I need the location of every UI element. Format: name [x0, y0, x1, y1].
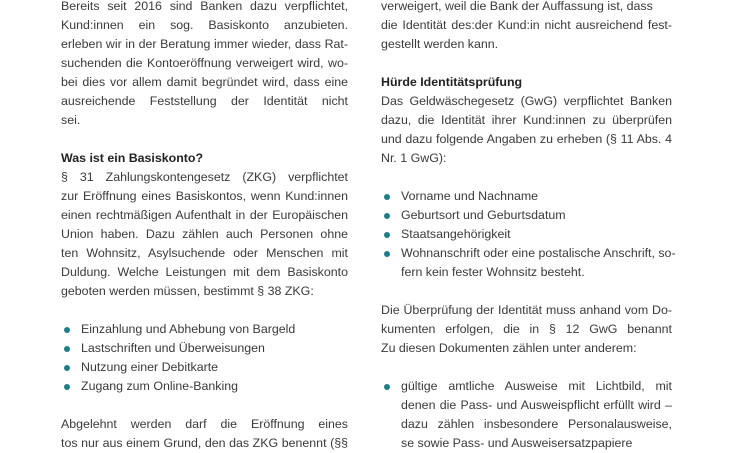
text-line: ausreichende Feststellung der Identität nicht: [61, 94, 348, 108]
list-item-text: Einzahlung und Abhebung von Bargeld: [81, 322, 296, 336]
list-item-text: Staatsangehörigkeit: [401, 227, 511, 241]
list-item: [61, 339, 348, 358]
list-item-continuation: fern kein fester Wohnsitz besteht.: [401, 265, 585, 279]
text-line: kumenten erfolgen, die in § 12 GwG benannt: [381, 322, 672, 336]
text-line: Duldung. Welche Leistungen mit dem Basiskonto: [61, 265, 348, 279]
list-item-continuation: [381, 415, 672, 434]
bullet-icon: [64, 384, 70, 390]
list-item-text: Lastschriften und Überweisungen: [81, 341, 265, 355]
text-line: Bereits seit 2016 sind Banken dazu verpflichtet,: [61, 0, 348, 13]
list-item-continuation: [381, 396, 672, 415]
documents-list: [381, 377, 672, 453]
left-column: [61, 0, 348, 453]
list-item: [381, 244, 676, 263]
list-item: [381, 206, 672, 225]
gwg-paragraph: [381, 92, 672, 168]
list-item-text: Vorname und Nachname: [401, 189, 539, 203]
section-heading: Hürde Identitätsprüfung: [381, 75, 523, 89]
text-line: geboten werden müssen, bestimmt § 38 ZKG:: [61, 284, 314, 298]
bullet-icon: [384, 384, 390, 390]
text-line: ten Wohnsitz, Asylsuchende oder Menschen mit: [61, 246, 348, 260]
text-line: gestellt werden kann.: [381, 37, 499, 51]
text-line: verweigert, weil die Bank der Auffassung ist, dass: [381, 0, 653, 13]
list-item: [61, 320, 348, 339]
list-item: [381, 187, 672, 206]
text-line: erleben wir in der Beratung immer wieder, dass Rat-: [61, 37, 348, 51]
bullet-icon: [384, 194, 390, 200]
list-item-text: Zugang zum Online-Banking: [81, 379, 239, 393]
text-line: Abgelehnt werden darf die Eröffnung eines: [61, 417, 348, 431]
intro-paragraph: [61, 0, 348, 130]
text-line: zur Eröffnung eines Basiskontos, wenn Kund:innen: [61, 189, 348, 203]
bullet-icon: [64, 365, 70, 371]
list-item: [381, 377, 672, 396]
closing-paragraph: [61, 415, 348, 453]
text-line: Union haben. Dazu zählen auch Personen ohne: [61, 227, 348, 241]
bullet-icon: [384, 251, 390, 257]
list-item-continuation: se sowie Pass- und Ausweisersatzpapiere: [401, 436, 633, 450]
bullet-icon: [64, 327, 70, 333]
list-item-text: Wohnanschrift oder eine postalische Anschrift, so-: [401, 246, 676, 260]
bullet-icon: [64, 346, 70, 352]
bullet-icon: [384, 213, 390, 219]
text-line: suchenden die Kontoeröffnung verweigert wird, wo-: [61, 56, 348, 70]
text-line: Das Geldwäschegesetz (GwG) verpflichtet Banken: [381, 94, 672, 108]
list-item: [381, 225, 672, 244]
list-item: [61, 377, 348, 396]
text-line: tos nur aus einem Grund, den das ZKG benennt (§§: [61, 436, 348, 450]
text-line: die Identität des:der Kund:in nicht ausreichend fest-: [381, 18, 672, 32]
list-item-text: gültige amtliche Ausweise mit Lichtbild, mit: [401, 379, 672, 393]
text-line: Nr. 1 GwG):: [381, 151, 447, 165]
list-item: [61, 358, 348, 377]
section-heading: Was ist ein Basiskonto?: [61, 151, 204, 165]
text-line: Kund:innen ein sog. Basiskonto anzubieten.: [61, 18, 348, 32]
text-line: und dazu folgende Angaben zu erheben (§ 11 Abs. 4: [381, 132, 672, 146]
text-line: sei.: [61, 113, 81, 127]
bullet-icon: [384, 232, 390, 238]
text-line: bei dies vor allem damit begründet wird, dass eine: [61, 75, 348, 89]
text-line: denen die Pass- und Ausweispflicht erfüllt wird –: [401, 398, 672, 412]
identity-data-list: [381, 187, 676, 282]
services-list: [61, 320, 348, 396]
list-item-text: Geburtsort und Geburtsdatum: [401, 208, 566, 222]
list-item-text: Nutzung einer Debitkarte: [81, 360, 219, 374]
text-line: Zu diesen Dokumenten zählen unter anderem:: [381, 341, 637, 355]
intro-paragraph: [381, 0, 672, 54]
documents-paragraph: [381, 301, 672, 358]
text-line: § 31 Zahlungskontengesetz (ZKG) verpflichtet: [61, 170, 348, 184]
text-line: dazu zählen insbesondere Personalausweise,: [401, 417, 672, 431]
text-line: einen rechtmäßigen Aufenthalt in der Europäischen: [61, 208, 348, 222]
text-line: dazu, die Identität ihrer Kund:innen zu überprüfen: [381, 113, 672, 127]
right-column: [381, 0, 676, 453]
basiskonto-paragraph: [61, 168, 348, 301]
text-line: Die Überprüfung der Identität muss anhand vom Do-: [381, 303, 672, 317]
